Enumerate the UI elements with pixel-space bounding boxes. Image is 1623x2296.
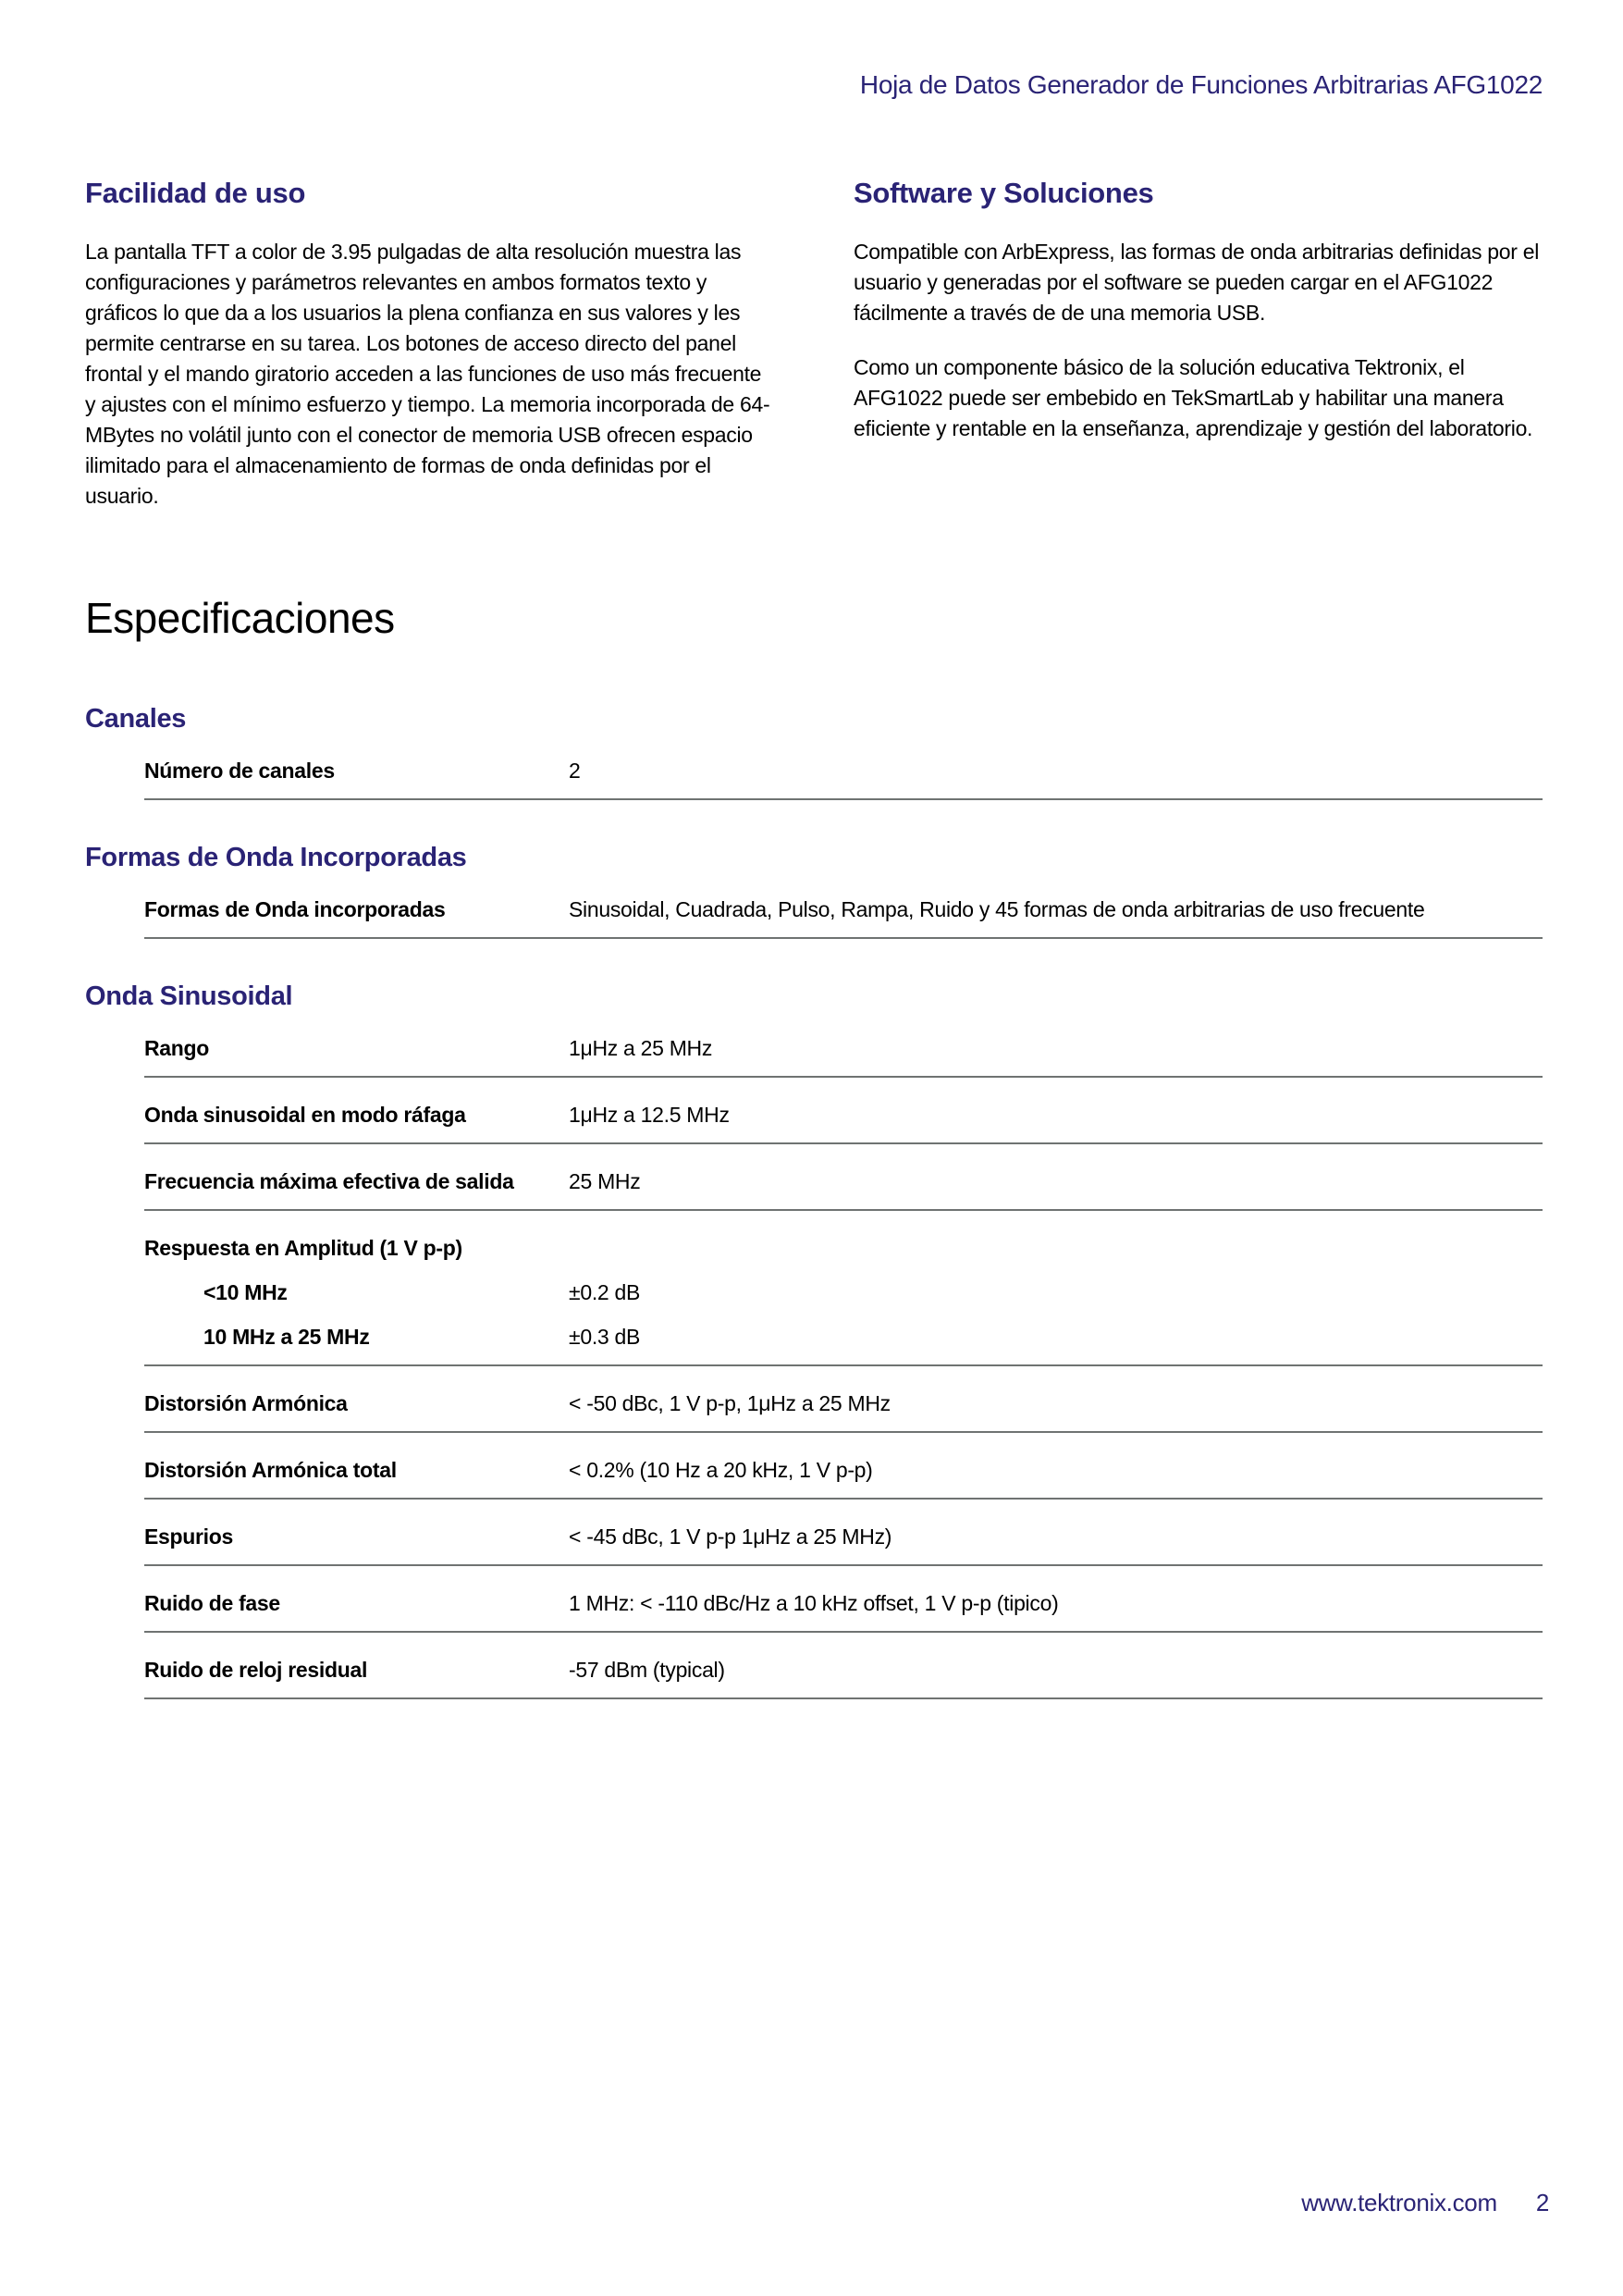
spec-value: 2 [569, 759, 581, 783]
spec-line [144, 1590, 1543, 1616]
spec-value: -57 dBm (typical) [569, 1658, 725, 1682]
spec-label: Número de canales [144, 759, 335, 783]
paragraph-software-2: Como un componente básico de la solución educativa Tektronix, el AFG1022 puede ser embebido en TekSmartLab y habilitar una manera eficiente y rentable en la enseñanza, aprendizaje y gestión del laboratorio. [854, 355, 1533, 440]
section-canales [85, 661, 1543, 800]
section-formas-de-onda [85, 800, 1543, 939]
spec-line [144, 1657, 1543, 1683]
spec-label: Formas de Onda incorporadas [144, 897, 446, 921]
spec-sublabel: 10 MHz a 25 MHz [203, 1325, 370, 1349]
intro-column-ease-of-use [85, 178, 774, 536]
spec-line [144, 1457, 1543, 1483]
spec-value: 25 MHz [569, 1169, 641, 1193]
heading-canales: Canales [85, 704, 187, 734]
spec-label: Rango [144, 1036, 210, 1060]
spec-value: < -50 dBc, 1 V p-p, 1μHz a 25 MHz [569, 1391, 891, 1415]
footer-page-number: 2 [1535, 2189, 1549, 2216]
spec-line [144, 1390, 1543, 1416]
spec-table-onda-sinusoidal [144, 1011, 1543, 1699]
spec-label: Espurios [144, 1524, 234, 1549]
spec-line [144, 1235, 1543, 1261]
paragraph-ease-of-use: La pantalla TFT a color de 3.95 pulgadas de alta resolución muestra las configuraciones y parámetros relevantes en ambos formatos texto y gráficos lo que da a los usuarios la plena confianza en sus valores y les permite centrarse en su tarea. Los botones de acceso directo del panel frontal y el mando giratorio acceden a las funciones de uso más frecuente y ajustes con el mínimo esfuerzo y tiempo. La memoria incorporada de 64-MBytes no volátil junto con el conector de memoria USB ofrecen espacio ilimitado para el almacenamiento de formas de onda definidas por el usuario. [85, 240, 770, 508]
spec-row [144, 872, 1543, 939]
spec-label: Ruido de fase [144, 1591, 280, 1615]
spec-value: 1μHz a 12.5 MHz [569, 1103, 730, 1127]
spec-line [144, 758, 1543, 784]
intro-column-software [854, 178, 1543, 536]
spec-row [144, 1366, 1543, 1433]
spec-subline [144, 1324, 1543, 1350]
spec-value: ±0.2 dB [569, 1280, 641, 1304]
footer-url[interactable]: www.tektronix.com [1301, 2189, 1497, 2216]
spec-row [144, 1011, 1543, 1078]
spec-value: 1μHz a 25 MHz [569, 1036, 713, 1060]
spec-subline [144, 1279, 1543, 1305]
doc-title: Hoja de Datos Generador de Funciones Arbitrarias AFG1022 [859, 70, 1543, 99]
spec-sublabel: <10 MHz [203, 1280, 288, 1304]
spec-value: ±0.3 dB [569, 1325, 641, 1349]
spec-row-amplitude-response [144, 1211, 1543, 1366]
section-onda-sinusoidal [85, 939, 1543, 1699]
intro-columns [85, 178, 1543, 536]
spec-row [144, 1566, 1543, 1633]
spec-label: Ruido de reloj residual [144, 1658, 368, 1682]
spec-row [144, 1633, 1543, 1699]
spec-value [569, 1235, 1543, 1261]
spec-label: Respuesta en Amplitud (1 V p-p) [144, 1236, 462, 1260]
heading-onda-sinusoidal: Onda Sinusoidal [85, 981, 293, 1011]
heading-software-y-soluciones: Software y Soluciones [854, 177, 1154, 209]
spec-row [144, 1144, 1543, 1211]
spec-row [144, 1500, 1543, 1566]
doc-header [85, 70, 1543, 100]
spec-line [144, 1102, 1543, 1128]
spec-label: Distorsión Armónica [144, 1391, 348, 1415]
spec-row [144, 734, 1543, 800]
spec-line [144, 1524, 1543, 1549]
spec-table-formas-de-onda [144, 872, 1543, 939]
spec-row [144, 1433, 1543, 1500]
spec-row [144, 1078, 1543, 1144]
spec-value: < 0.2% (10 Hz a 20 kHz, 1 V p-p) [569, 1458, 873, 1482]
specifications [85, 661, 1543, 1699]
heading-formas-de-onda: Formas de Onda Incorporadas [85, 843, 467, 872]
spec-value: 1 MHz: < -110 dBc/Hz a 10 kHz offset, 1 V p-p (tipico) [569, 1591, 1059, 1615]
specifications-title: Especificaciones [85, 594, 395, 642]
spec-line [144, 1035, 1543, 1061]
doc-footer [1301, 2189, 1549, 2216]
spec-line [144, 1168, 1543, 1194]
paragraph-software-1: Compatible con ArbExpress, las formas de onda arbitrarias definidas por el usuario y generadas por el software se pueden cargar en el AFG1022 fácilmente a través de de una memoria USB. [854, 240, 1540, 325]
heading-facilidad-de-uso: Facilidad de uso [85, 177, 306, 209]
spec-label: Distorsión Armónica total [144, 1458, 397, 1482]
spec-table-canales [144, 734, 1543, 800]
spec-label: Frecuencia máxima efectiva de salida [144, 1169, 514, 1193]
spec-label: Onda sinusoidal en modo ráfaga [144, 1103, 466, 1127]
spec-value: Sinusoidal, Cuadrada, Pulso, Rampa, Ruido y 45 formas de onda arbitrarias de uso frecuente [569, 897, 1425, 921]
spec-value: < -45 dBc, 1 V p-p 1μHz a 25 MHz) [569, 1524, 892, 1549]
spec-line [144, 896, 1543, 922]
